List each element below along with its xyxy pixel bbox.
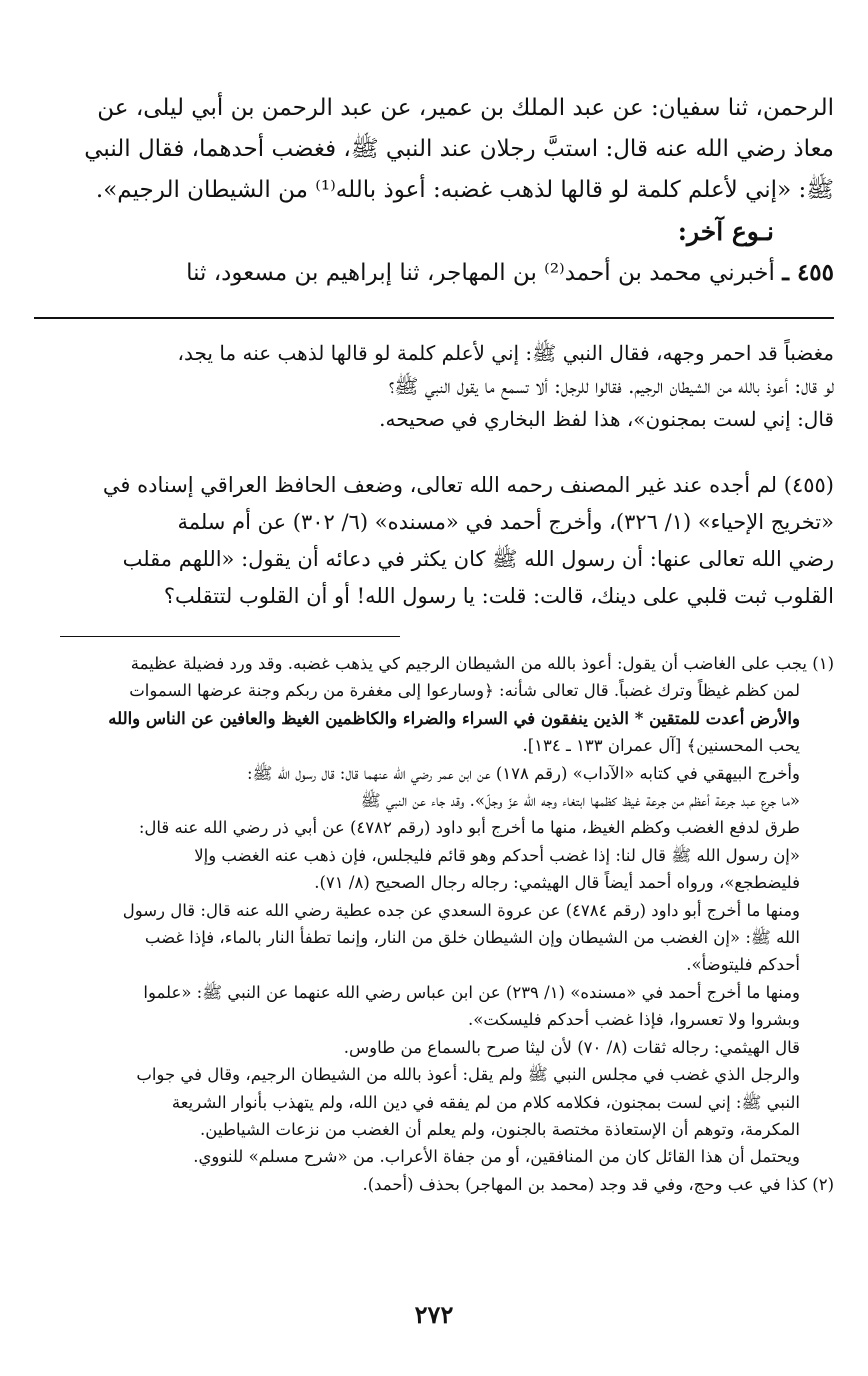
footnote-line: المكرمة، وتوهم أن الإستعاذة مختصة بالجنون، ولم يعلم أن الغضب من نزعات الشياطين. [200,1119,800,1139]
main-text-line: ﷺ: «إني لأعلم كلمة لو قالها لذهب غضبه: أعوذ بالله⁽¹⁾ من الشيطان الرجيم». [95,177,834,203]
footnote-line: لمن كظم غيظاً وترك غضباً. قال تعالى شأنه: ﴿وسارعوا إلى مغفرة من ربكم وجنة عرضها السموات [129,681,800,701]
section-heading: نـوع آخر: [677,217,774,246]
footnote-line: ويحتمل أن هذا القائل كان من المنافقين، أو من جفاة الأعراب. من «شرح مسلم» للنووي. [193,1147,800,1167]
footnote-line: (١) يجب على الغاضب أن يقول: أعوذ بالله من الشيطان الرجيم كي يذهب غضبه. وقد ورد فضيلة عظيمة [130,654,834,673]
footnote-line: النبي ﷺ: إني لست بمجنون، فكلامه كلام من لم يفقه في دين الله، ولم يتهذب بأنوار الشريعة [171,1092,800,1112]
footnote-line: «إن رسول الله ﷺ قال لنا: إذا غضب أحدكم وهو قائم فليجلس، فإن ذهب عنه الغضب وإلا [194,845,800,865]
main-text [34,88,834,294]
footnote-line: وأخرج البيهقي في كتابه «الآداب» (رقم ١٧٨) عن ابن عمر رضي الله عنهما قال: قال رسول الله ﷺ: [246,763,800,783]
footnote-line: والرجل الذي غضب في مجلس النبي ﷺ ولم يقل: أعوذ بالله من الشيطان الرجيم، وقال في جواب [136,1065,800,1085]
footnote-line: يحب المحسنين﴾ [آل عمران ١٣٣ ـ ١٣٤]. [522,736,800,756]
note-line: رضي الله تعالى عنها: أن رسول الله ﷺ كان يكثر في دعائه أن يقول: «اللهم مقلب [122,547,834,571]
note-line: (٤٥٥) لم أجده عند غير المصنف رحمه الله تعالى، وضعف الحافظ العراقي إسناده في [102,473,834,497]
hadith-number: ٤٥٥ ـ [782,259,834,286]
hadith-text: أخبرني محمد بن أحمد⁽²⁾ بن المهاجر، ثنا إبراهيم بن مسعود، ثنا [186,260,775,286]
footnote-separator [60,636,400,637]
footnote-line: وبشروا ولا تعسروا، فإذا غضب أحدكم فليسكت». [467,1010,800,1030]
note-line: «تخريج الإحياء» (١/ ٣٢٦)، وأخرج أحمد في «مسنده» (٦/ ٣٠٢) عن أم سلمة [177,510,834,534]
commentary-line: قال: إني لست بمجنون»، هذا لفظ البخاري في صحيحه. [379,407,834,431]
footnote-line: (٢) كذا في عب وحج، وفي قد وجد (محمد بن المهاجر) بحذف (أحمد). [362,1174,834,1194]
main-text-line: الرحمن، ثنا سفيان: عن عبد الملك بن عمير، عن عبد الرحمن بن أبي ليلى، عن [97,95,834,121]
footnote-line: قال الهيثمي: رجاله ثقات (٨/ ٧٠) لأن ليثا صرح بالسماع من طاوس. [343,1037,800,1057]
main-text-line: معاذ رضي الله عنه قال: استبَّ رجلان عند النبي ﷺ، فغضب أحدهما، فقال النبي [84,136,834,162]
footnote-line: الله ﷺ: «إن الغضب من الشيطان وإن الشيطان خلق من النار، وإنما تطفأ النار بالماء، فإذا غضب [144,928,800,948]
footnote-line: ومنها ما أخرج أحمد في «مسنده» (١/ ٢٣٩) عن ابن عباس رضي الله عنهما عن النبي ﷺ: «علموا [143,982,800,1002]
separator-rule [34,317,834,319]
commentary-line: مغضباً قد احمر وجهه، فقال النبي ﷺ: إني لأعلم كلمة لو قالها لذهب عنه ما يجد، [177,341,834,365]
footnote-line: أحدكم فليتوضأ». [686,955,800,975]
hadith-note [34,467,834,615]
page-number: ٢٧٢ [414,1300,454,1329]
footnote-line: ومنها ما أخرج أبو داود (رقم ٤٧٨٤) عن عروة السعدي عن جده عطية رضي الله عنه قال: قال رسول [122,900,800,920]
footnote-line: «ما جرع عبد جرعة أعظم من جرعة غيظ كظمها ابتغاء وجه الله عزّ وجلّ». وقد جاء عن النبي ﷺ [360,791,800,811]
commentary-line: لو قال: أعوذ بالله من الشيطان الرجيم. فقالوا للرجل: ألا تسمع ما يقول النبي ﷺ؟ [388,374,834,398]
footnote-line: فليضطجع»، ورواه أحمد أيضاً قال الهيثمي: رجاله رجال الصحيح (٨/ ٧١). [314,873,800,893]
footnotes [34,650,834,1198]
footnote-line: طرق لدفع الغضب وكظم الغيظ، منها ما أخرج أبو داود (رقم ٤٧٨٢) عن أبي ذر رضي الله عنه قال: [138,818,800,838]
footnote-line: والأرض أعدت للمتقين * الذين ينفقون في السراء والضراء والكاظمين الغيظ والعافين عن الناس والله [108,708,800,728]
hadith-line [34,252,834,294]
commentary [34,337,834,436]
note-line: القلوب ثبت قلبي على دينك، قالت: قلت: يا رسول الله! أو أن القلوب لتتقلب؟ [163,584,834,608]
